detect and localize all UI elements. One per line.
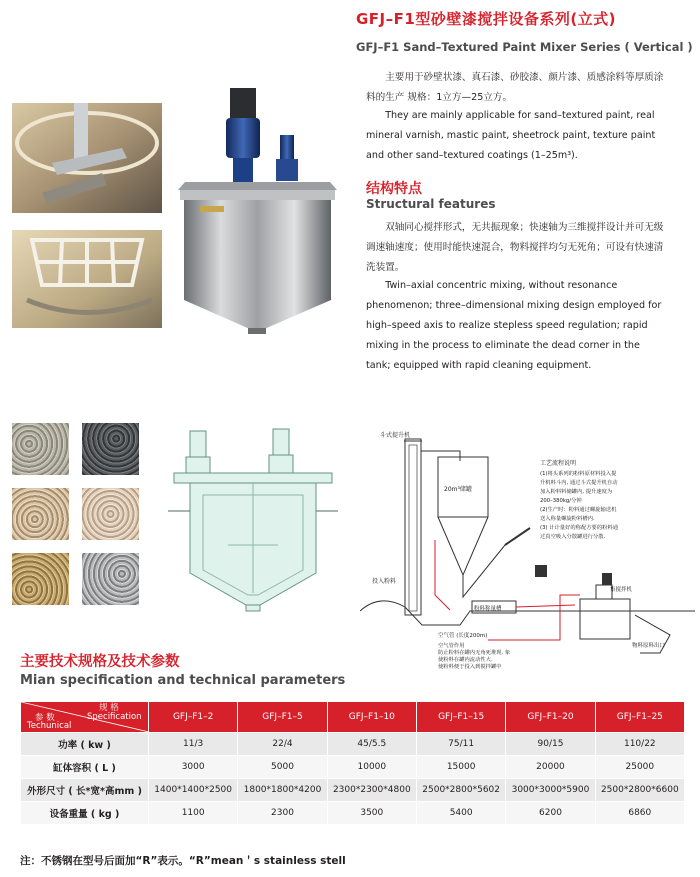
corner-param-cn: 参 数 — [35, 713, 55, 723]
table-cell: 2300 — [238, 802, 327, 825]
table-cell: 5000 — [238, 756, 327, 779]
mixer-schematic — [168, 425, 338, 615]
flow-mixer-label: 集搅拌机 — [610, 587, 633, 593]
table-cell: 90/15 — [506, 733, 595, 756]
table-row — [21, 756, 685, 779]
flow-desc-line: (1)将头系列的粉料原材料投入提 — [540, 471, 617, 477]
model-header: GFJ–F1–25 — [595, 702, 684, 733]
sand-swatch-5 — [12, 553, 69, 605]
table-cell: 75/11 — [416, 733, 505, 756]
sand-swatch-1 — [12, 423, 69, 475]
page-title: GFJ–F1型砂壁漆搅拌设备系列(立式) — [356, 10, 617, 28]
interior-photo-2 — [12, 230, 162, 328]
table-cell: 110/22 — [595, 733, 684, 756]
spec-title-en: Mian specification and technical parameters — [20, 673, 346, 688]
table-cell: 5400 — [416, 802, 505, 825]
table-cell: 3000*3000*5900 — [506, 779, 595, 802]
intro-en: They are mainly applicable for sand–textured paint, real mineral varnish, mastic paint, sheetrock paint, texture paint and other sand–textured coatings (1–25m³). — [366, 110, 656, 161]
intro-cn: 主要用于砂壁状漆、真石漆、砂胶漆、颜片漆、质感涂料等厚质涂料的生产 规格：1立方—25立方。 — [366, 72, 664, 103]
structural-title-cn: 结构特点 — [366, 181, 422, 197]
flow-outlet-label: 物料原料出口 — [632, 643, 666, 649]
row-label-weight: 设备重量 ( kg ) — [21, 802, 149, 825]
page-subtitle: GFJ–F1 Sand–Textured Paint Mixer Series ( Vertical ) — [356, 40, 693, 54]
flow-desc-line: 升机料斗内, 通过斗式提升机自动 — [540, 480, 618, 486]
structural-cn: 双轴同心搅拌形式，无共振现象；快速轴为三维搅拌设计并可无级调速轴速度；使用时能快速混合，物料搅拌均匀无死角；可设有快速清洗装置。 — [366, 222, 664, 273]
table-row — [21, 779, 685, 802]
corner-param-en: Techunical — [27, 721, 72, 731]
table-row — [21, 733, 685, 756]
flow-desc-line: 送入称量螺旋粉料槽内. — [540, 516, 595, 522]
corner-spec-cn: 规 格 — [99, 703, 119, 713]
row-label-volume: 缸体容积 ( L ) — [21, 756, 149, 779]
table-row — [21, 802, 685, 825]
table-cell: 2500*2800*5602 — [416, 779, 505, 802]
row-label-power: 功率 ( kw ) — [21, 733, 149, 756]
mixer-product-photo — [170, 80, 345, 335]
flow-desc-title: 工艺流程说明 — [540, 460, 577, 467]
sand-swatch-4 — [82, 488, 139, 540]
table-cell: 11/3 — [149, 733, 238, 756]
model-header: GFJ–F1–5 — [238, 702, 327, 733]
table-cell: 2500*2800*6600 — [595, 779, 684, 802]
flow-desc-line: (2)生产时：粉料通过螺旋输送机 — [540, 507, 617, 513]
table-cell: 3500 — [327, 802, 416, 825]
table-cell: 25000 — [595, 756, 684, 779]
row-label-dimensions: 外形尺寸 ( 长*宽*高mm ) — [21, 779, 149, 802]
sand-swatch-3 — [12, 488, 69, 540]
sand-swatch-6 — [82, 553, 139, 605]
flow-feed-label: 投入粉料 — [372, 578, 397, 585]
flow-tank-label: 20m³储罐 — [444, 486, 472, 493]
table-cell: 2300*2300*4800 — [327, 779, 416, 802]
table-cell: 3000 — [149, 756, 238, 779]
table-cell: 20000 — [506, 756, 595, 779]
model-header: GFJ–F1–2 — [149, 702, 238, 733]
table-cell: 15000 — [416, 756, 505, 779]
table-cell: 10000 — [327, 756, 416, 779]
sand-swatch-2 — [82, 423, 139, 475]
spec-corner-cell — [21, 702, 149, 733]
table-cell: 1100 — [149, 802, 238, 825]
process-flow-diagram — [360, 425, 695, 670]
flow-desc-line: 加入粉料料储罐内, 提升速度为 — [540, 489, 613, 495]
table-cell: 1800*1800*4200 — [238, 779, 327, 802]
footnote: 注：不锈钢在型号后面加“R”表示。“R”mean＇s stainless stell — [20, 855, 346, 867]
table-cell: 22/4 — [238, 733, 327, 756]
spec-title-cn: 主要技术规格及技术参数 — [20, 654, 180, 670]
spec-table — [20, 701, 685, 825]
flow-elevator-label: 斗式提升机 — [380, 432, 411, 439]
flow-powder-label: 粉料称量槽 — [474, 606, 502, 612]
interior-photo-1 — [12, 103, 162, 213]
flow-air-label: 空气管 (长度200m) — [438, 633, 488, 639]
table-cell: 6200 — [506, 802, 595, 825]
structural-en: Twin–axial concentric mixing, without resonance phenomenon; three–dimensional mixing design employed for high–speed axis to realize stepless speed regulation; rapid mixing in the process to eliminate the dead corner in the tank; equipped with rapid cleaning equipment. — [366, 280, 662, 371]
flow-desc-line: 200–380kg/分钟 — [540, 498, 582, 504]
model-header: GFJ–F1–20 — [506, 702, 595, 733]
corner-spec-en: Specification — [87, 712, 142, 722]
flow-desc-line: (3) 计计量好的称配方要的粉料通 — [540, 525, 619, 531]
structural-title-en: Structural features — [366, 197, 496, 211]
flow-desc-line: 过真空吸入分散罐进行分散. — [540, 534, 606, 540]
model-header: GFJ–F1–15 — [416, 702, 505, 733]
table-cell: 45/5.5 — [327, 733, 416, 756]
flow-air-note: 空气管作用 防止粉料在罐内无角死堆现. 象 使粉料在罐内流动性大. 使粉料便于投入到搅拌罐中 — [438, 643, 511, 670]
table-cell: 1400*1400*2500 — [149, 779, 238, 802]
model-header: GFJ–F1–10 — [327, 702, 416, 733]
spec-header-row — [21, 702, 685, 733]
table-cell: 6860 — [595, 802, 684, 825]
